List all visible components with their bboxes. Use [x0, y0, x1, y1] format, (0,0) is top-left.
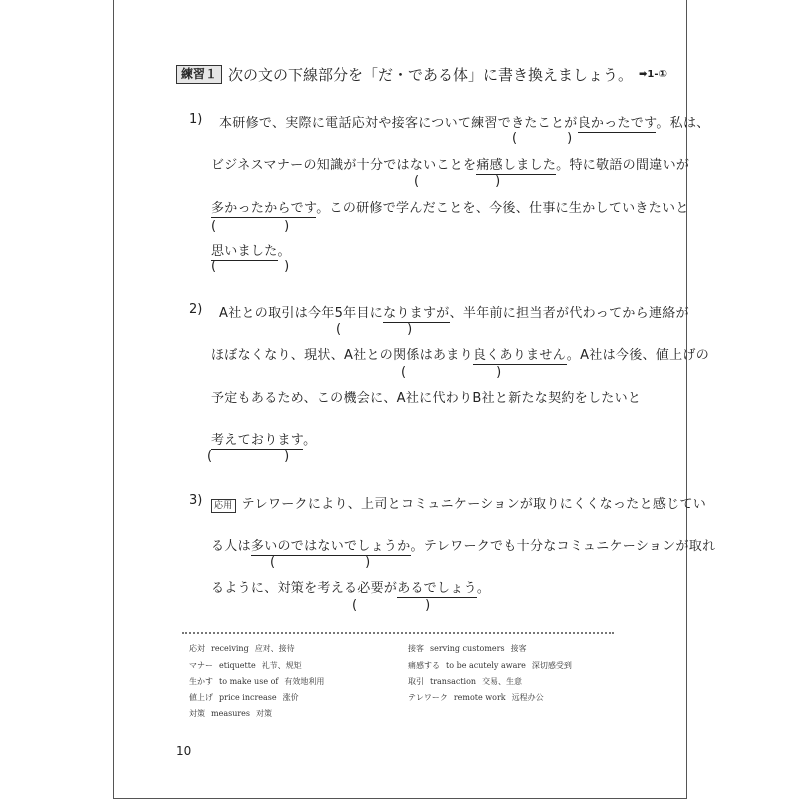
q1-underlined: 多かったからです [211, 201, 317, 216]
answer-blank[interactable]: ( ) [211, 219, 290, 234]
q2-underlined: なりますが [383, 306, 450, 321]
q1-line-2 [211, 154, 689, 173]
q2-line-2 [211, 344, 709, 363]
vocab-item: 対策 measures 对策 [189, 709, 273, 718]
answer-blank[interactable]: ( ) [512, 131, 573, 146]
q2-text: A社との取引は今年5年目に [219, 306, 384, 321]
q2-underlined: 良くありません [472, 348, 567, 363]
answer-blank[interactable]: ( ) [401, 365, 502, 380]
q1-underlined: 良かったです [577, 116, 657, 131]
q3-line-3 [211, 577, 490, 596]
q1-text: 本研修で、実際に電話応対や接客について練習できたことが [219, 116, 578, 131]
q2-text: 。A社は今後、値上げの [566, 348, 709, 363]
q3-underlined: 多いのではないでしょうか [250, 539, 411, 554]
answer-blank[interactable]: ( ) [211, 259, 290, 274]
answer-blank[interactable]: ( ) [336, 322, 413, 337]
q3-line-1 [211, 493, 706, 513]
vocab-item: 接客 serving customers 接客 [408, 644, 527, 653]
exercise-instruction: 次の文の下線部分を「だ・である体」に書き換えましょう。 [228, 66, 634, 84]
answer-blank[interactable]: ( ) [207, 449, 290, 464]
page-number: 10 [176, 744, 192, 758]
q1-underlined: 思いました [211, 244, 278, 259]
q2-line-3: 予定もあるため、この機会に、A社に代わりB社と新たな契約をしたいと [211, 391, 642, 406]
textbook-page [113, 0, 716, 799]
answer-blank[interactable]: ( ) [270, 555, 371, 570]
q2-text: ほぼなくなり、現状、A社との関係はあまり [211, 348, 473, 363]
answer-blank[interactable]: ( ) [414, 174, 501, 189]
q3-line-2 [211, 535, 715, 554]
q1-line-3 [211, 197, 689, 216]
answer-blank[interactable]: ( ) [352, 598, 431, 613]
q3-text: るように、対策を考える必要が [211, 581, 398, 596]
q1-text: 。 [277, 244, 291, 259]
advanced-tag: 応用 [211, 499, 236, 513]
q2-text: 。 [303, 433, 317, 448]
vocab-item: 取引 transaction 交易、生意 [408, 677, 523, 686]
vocab-item: マナー etiquette 礼节、规矩 [189, 661, 302, 670]
vocab-item: テレワーク remote work 远程办公 [408, 693, 544, 702]
q1-line-4 [211, 240, 291, 259]
q3-underlined: あるでしょう [397, 581, 477, 596]
q1-text: 。この研修で学んだことを、今後、仕事に生かしていきたいと [316, 201, 689, 216]
exercise-header [176, 64, 667, 85]
q1-text: 。私は、 [656, 116, 710, 131]
question-3-number: 3) [189, 493, 203, 508]
question-1-number: 1) [189, 112, 203, 127]
exercise-reference: ➡1-① [639, 69, 667, 80]
q3-text: 。 [476, 581, 491, 596]
q1-text: ビジネスマナーの知識が十分ではないことを [211, 158, 477, 173]
q2-line-4 [211, 429, 316, 448]
q3-text: 。テレワークでも十分なコミュニケーションが取れ [410, 539, 716, 554]
vocab-item: 応対 receiving 应对、接待 [189, 644, 295, 653]
q1-underlined: 痛感しました [476, 158, 557, 173]
q2-line-1 [219, 302, 689, 321]
q3-text: テレワークにより、上司とコミュニケーションが取りにくくなったと感じてい [241, 497, 707, 512]
q1-text: 。特に敬語の間違いが [556, 158, 690, 173]
vocab-divider [182, 632, 614, 634]
q1-line-1 [219, 112, 710, 131]
vocab-item: 値上げ price increase 涨价 [189, 693, 299, 702]
vocab-item: 痛感する to be acutely aware 深切感受到 [408, 661, 572, 670]
question-2-number: 2) [189, 302, 203, 317]
q2-underlined: 考えております [211, 433, 304, 448]
vocab-item: 生かす to make use of 有效地利用 [189, 677, 325, 686]
q2-text: 、半年前に担当者が代わってから連絡が [449, 306, 689, 321]
exercise-badge: 練習１ [176, 65, 222, 84]
q3-text: る人は [211, 539, 251, 554]
